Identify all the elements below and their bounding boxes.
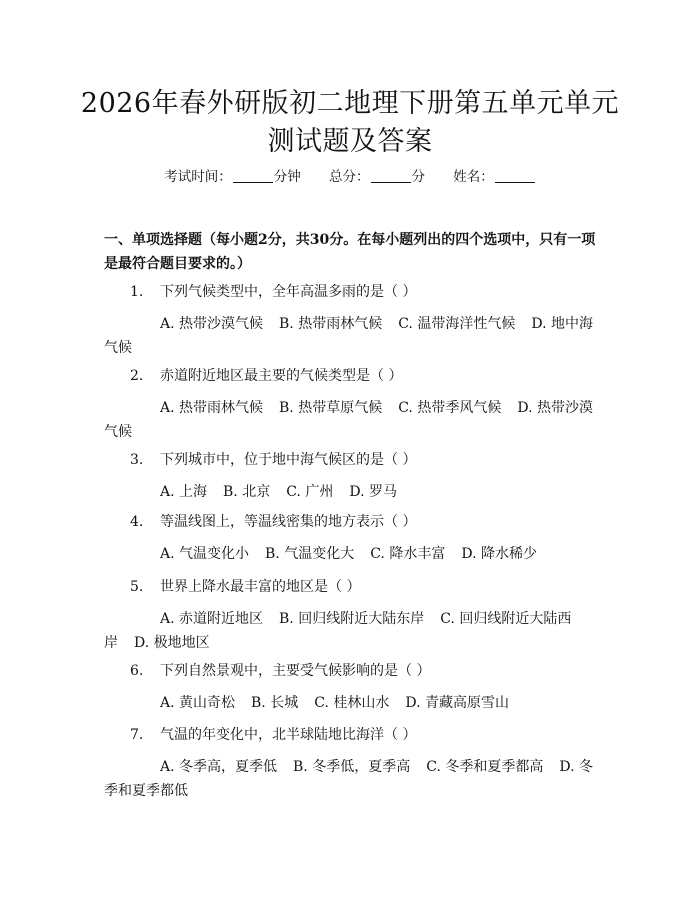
exam-meta-line	[0, 166, 700, 188]
option-b: B. 气温变化大	[265, 546, 355, 562]
question	[104, 723, 604, 747]
option-b: B. 热带雨林气候	[279, 316, 383, 332]
total-score-unit: 分	[411, 169, 425, 185]
option-c: C. 降水丰富	[370, 546, 446, 562]
question-stem: 气温的年变化中，北半球陆地比海洋（ ）	[160, 727, 417, 743]
option-d: D. 冬季和夏季都低	[104, 759, 593, 799]
section-heading: 一、单项选择题（每小题2分，共30分。在每小题列出的四个选项中，只有一项是最符合题目要求的。）	[104, 232, 596, 272]
exam-time-unit: 分钟	[273, 169, 301, 185]
question-stem: 下列气候类型中，全年高温多雨的是（ ）	[160, 284, 417, 300]
option-d: D. 极地地区	[134, 635, 210, 651]
question-number: 4.	[130, 514, 144, 530]
option-d: D. 热带沙漠气候	[104, 400, 593, 440]
question-stem: 下列自然景观中，主要受气候影响的是（ ）	[160, 663, 431, 679]
question	[104, 659, 604, 683]
option-a: A. 热带沙漠气候	[160, 316, 264, 332]
question-number: 7.	[130, 727, 144, 743]
option-a: A. 上海	[160, 484, 208, 500]
question	[104, 575, 604, 599]
total-score-blank	[371, 168, 411, 183]
exam-time-blank	[233, 168, 273, 183]
question-number: 2.	[130, 368, 144, 384]
option-a: A. 赤道附近地区	[160, 611, 264, 627]
option-a: A. 冬季高，夏季低	[160, 759, 278, 775]
question-options	[104, 607, 600, 655]
student-name-field	[453, 166, 536, 188]
question	[104, 364, 604, 388]
question-stem: 世界上降水最丰富的地区是（ ）	[160, 579, 361, 595]
option-d: D. 地中海气候	[104, 316, 593, 356]
option-d: D. 罗马	[349, 484, 397, 500]
exam-time-label: 考试时间：	[164, 169, 232, 185]
option-b: B. 热带草原气候	[279, 400, 383, 416]
question-options	[104, 312, 600, 360]
page-title-line-1: 2026年春外研版初二地理下册第五单元单元	[80, 88, 620, 119]
question-stem: 赤道附近地区最主要的气候类型是（ ）	[160, 368, 403, 384]
question-options	[104, 542, 600, 566]
question-options	[104, 755, 600, 803]
option-b: B. 回归线附近大陆东岸	[279, 611, 425, 627]
page-title-line-2: 测试题及答案	[267, 126, 433, 157]
option-c: C. 冬季和夏季都高	[426, 759, 544, 775]
question-number: 6.	[130, 663, 144, 679]
option-b: B. 冬季低，夏季高	[293, 759, 411, 775]
question	[104, 448, 604, 472]
option-a: A. 气温变化小	[160, 546, 250, 562]
exam-time-field	[164, 166, 301, 188]
question-stem: 等温线图上，等温线密集的地方表示（ ）	[160, 514, 417, 530]
option-b: B. 北京	[223, 484, 271, 500]
question	[104, 510, 604, 534]
question-number: 3.	[130, 452, 144, 468]
option-d: D. 青藏高原雪山	[405, 695, 509, 711]
question-number: 5.	[130, 579, 144, 595]
total-score-label: 总分：	[329, 169, 370, 185]
option-b: B. 长城	[251, 695, 299, 711]
option-c: C. 桂林山水	[314, 695, 390, 711]
option-a: A. 黄山奇松	[160, 695, 236, 711]
student-name-label: 姓名：	[453, 169, 494, 185]
option-c: C. 回归线附近大陆西岸	[104, 611, 572, 651]
question-options	[104, 396, 600, 444]
total-score-field	[329, 166, 425, 188]
option-d: D. 降水稀少	[461, 546, 537, 562]
option-c: C. 广州	[286, 484, 334, 500]
option-c: C. 温带海洋性气候	[398, 316, 516, 332]
student-name-blank	[495, 168, 535, 183]
question-stem: 下列城市中，位于地中海气候区的是（ ）	[160, 452, 417, 468]
question-options	[104, 480, 600, 504]
question-number: 1.	[130, 284, 144, 300]
question-options	[104, 691, 600, 715]
option-a: A. 热带雨林气候	[160, 400, 264, 416]
question	[104, 280, 604, 304]
option-c: C. 热带季风气候	[398, 400, 502, 416]
